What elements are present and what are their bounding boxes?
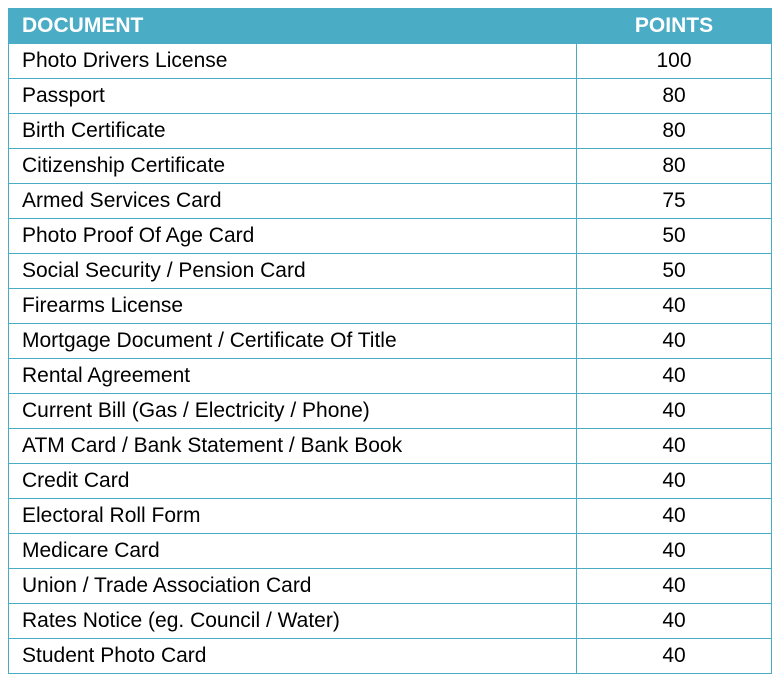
document-name-cell: Rates Notice (eg. Council / Water)	[9, 604, 577, 639]
points-cell: 50	[577, 254, 772, 289]
points-cell: 80	[577, 114, 772, 149]
document-name-cell: Credit Card	[9, 464, 577, 499]
points-cell: 40	[577, 289, 772, 324]
table-row	[9, 359, 772, 394]
table-row	[9, 324, 772, 359]
table-row	[9, 394, 772, 429]
points-cell: 40	[577, 394, 772, 429]
document-points-table	[8, 8, 772, 674]
document-name-cell: Current Bill (Gas / Electricity / Phone)	[9, 394, 577, 429]
document-name-cell: Firearms License	[9, 289, 577, 324]
document-name-cell: Electoral Roll Form	[9, 499, 577, 534]
document-name-cell: Rental Agreement	[9, 359, 577, 394]
column-header-points: POINTS	[577, 9, 772, 44]
table-body	[9, 44, 772, 674]
points-cell: 50	[577, 219, 772, 254]
points-cell: 40	[577, 324, 772, 359]
table-row	[9, 219, 772, 254]
table-row	[9, 639, 772, 674]
column-header-document: DOCUMENT	[9, 9, 577, 44]
document-name-cell: Photo Proof Of Age Card	[9, 219, 577, 254]
table-row	[9, 604, 772, 639]
document-name-cell: Mortgage Document / Certificate Of Title	[9, 324, 577, 359]
points-cell: 80	[577, 79, 772, 114]
table-row	[9, 254, 772, 289]
table-header	[9, 9, 772, 44]
points-cell: 40	[577, 534, 772, 569]
points-cell: 40	[577, 604, 772, 639]
document-name-cell: Passport	[9, 79, 577, 114]
points-cell: 40	[577, 359, 772, 394]
table-row	[9, 464, 772, 499]
points-cell: 40	[577, 464, 772, 499]
points-cell: 40	[577, 499, 772, 534]
table-row	[9, 289, 772, 324]
document-name-cell: Birth Certificate	[9, 114, 577, 149]
table-row	[9, 534, 772, 569]
points-cell: 40	[577, 569, 772, 604]
document-name-cell: ATM Card / Bank Statement / Bank Book	[9, 429, 577, 464]
document-name-cell: Armed Services Card	[9, 184, 577, 219]
table-row	[9, 499, 772, 534]
points-cell: 80	[577, 149, 772, 184]
table-row	[9, 79, 772, 114]
document-name-cell: Student Photo Card	[9, 639, 577, 674]
table-row	[9, 114, 772, 149]
table-row	[9, 429, 772, 464]
points-cell: 75	[577, 184, 772, 219]
document-name-cell: Citizenship Certificate	[9, 149, 577, 184]
table-row	[9, 149, 772, 184]
document-name-cell: Social Security / Pension Card	[9, 254, 577, 289]
header-row	[9, 9, 772, 44]
points-cell: 100	[577, 44, 772, 79]
table-row	[9, 184, 772, 219]
document-name-cell: Photo Drivers License	[9, 44, 577, 79]
document-name-cell: Union / Trade Association Card	[9, 569, 577, 604]
table-row	[9, 44, 772, 79]
table-row	[9, 569, 772, 604]
points-cell: 40	[577, 429, 772, 464]
document-name-cell: Medicare Card	[9, 534, 577, 569]
points-cell: 40	[577, 639, 772, 674]
